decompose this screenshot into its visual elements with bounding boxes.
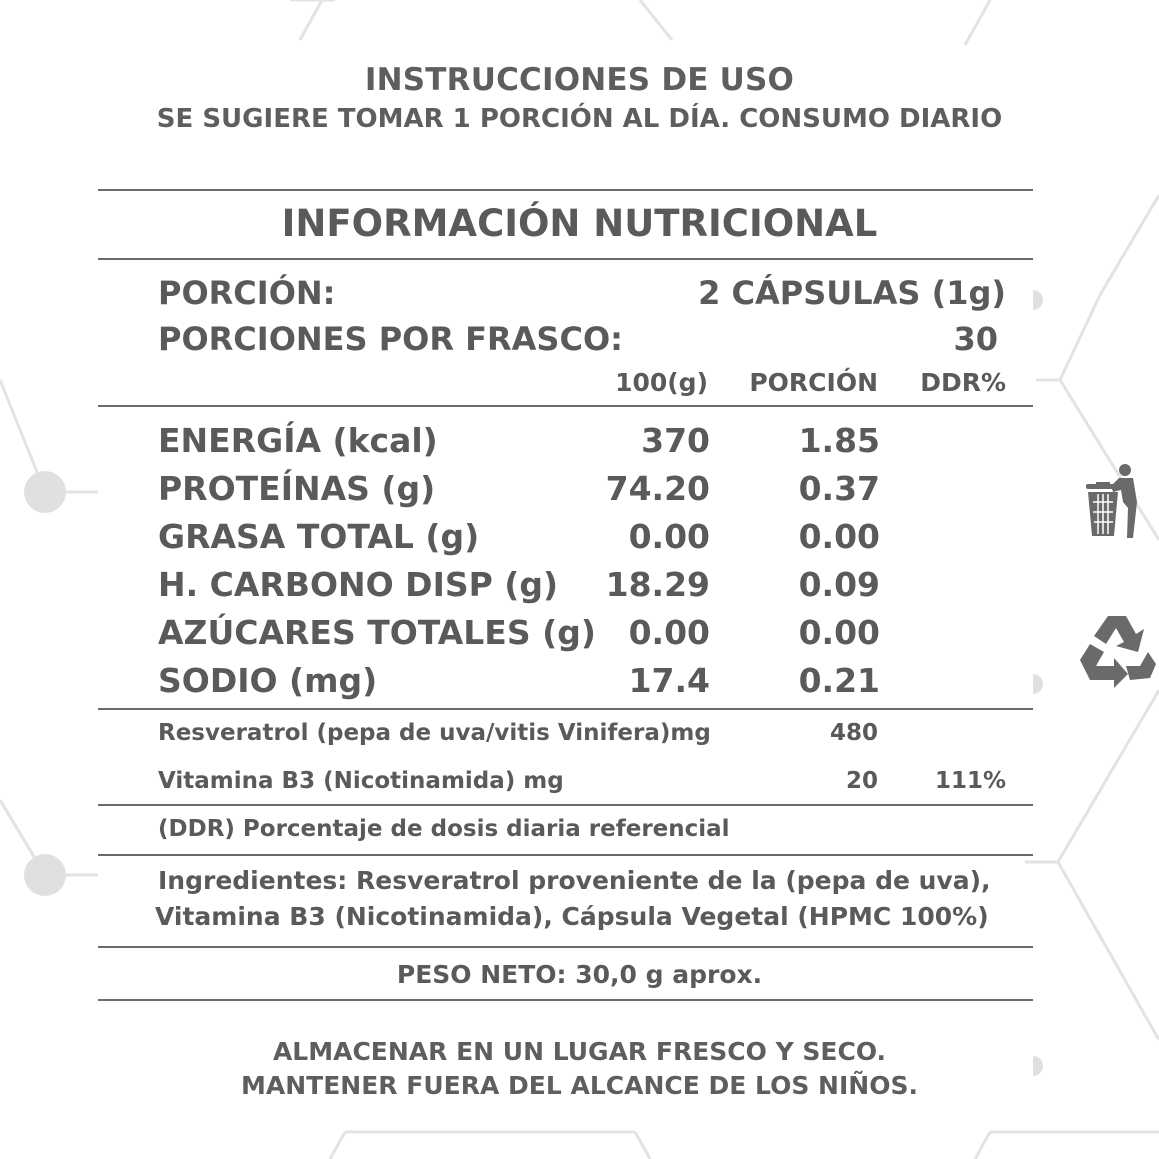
- divider: [98, 189, 1033, 191]
- nutrient-per100: 74.20: [605, 469, 710, 508]
- net-weight: PESO NETO: 30,0 g aprox.: [396, 960, 763, 989]
- nutrient-per100: 17.4: [628, 661, 710, 700]
- nutrient-name: ENERGÍA (kcal): [158, 421, 438, 460]
- extra-portion: 480: [829, 720, 878, 746]
- storage-line-2: MANTENER FUERA DEL ALCANCE DE LOS NIÑOS.: [241, 1071, 918, 1100]
- recycle-icon: [1078, 612, 1158, 688]
- instructions-text: SE SUGIERE TOMAR 1 PORCIÓN AL DÍA. CONSUMO DIARIO: [156, 104, 1003, 134]
- extra-portion: 20: [845, 768, 878, 794]
- instructions-title: INSTRUCCIONES DE USO: [364, 62, 795, 98]
- extra-name: Resveratrol (pepa de uva/vitis Vinifera)mg: [158, 720, 711, 746]
- nutrient-portion: 0.00: [798, 613, 880, 652]
- divider: [98, 258, 1033, 260]
- divider: [98, 999, 1033, 1001]
- ingredients-line-2: Vitamina B3 (Nicotinamida), Cápsula Vegetal (HPMC 100%): [155, 902, 989, 931]
- nutrient-portion: 1.85: [798, 421, 880, 460]
- nutrient-name: H. CARBONO DISP (g): [158, 565, 559, 604]
- serving-label: PORCIÓN:: [158, 274, 336, 312]
- nutrient-per100: 18.29: [605, 565, 710, 604]
- extra-ddr: 111%: [934, 768, 1006, 794]
- divider: [98, 854, 1033, 856]
- storage-line-1: ALMACENAR EN UN LUGAR FRESCO Y SECO.: [272, 1037, 887, 1066]
- extra-name: Vitamina B3 (Nicotinamida) mg: [158, 768, 564, 794]
- servings-label: PORCIONES POR FRASCO:: [158, 320, 623, 358]
- nutrient-name: GRASA TOTAL (g): [158, 517, 480, 556]
- ddr-note: (DDR) Porcentaje de dosis diaria referencial: [158, 816, 730, 842]
- serving-value: 2 CÁPSULAS (1g): [698, 274, 1006, 312]
- servings-value: 30: [953, 320, 998, 358]
- divider: [98, 708, 1033, 710]
- divider: [98, 946, 1033, 948]
- nutrient-name: SODIO (mg): [158, 661, 378, 700]
- nutrient-per100: 0.00: [628, 517, 710, 556]
- column-header-ddr: DDR%: [920, 368, 1006, 397]
- trash-disposal-icon: [1083, 462, 1145, 540]
- ingredients-line-1: Ingredientes: Resveratrol proveniente de la (pepa de uva),: [158, 866, 991, 895]
- nutrition-title: INFORMACIÓN NUTRICIONAL: [281, 202, 878, 245]
- nutrient-per100: 370: [641, 421, 710, 460]
- divider: [98, 804, 1033, 806]
- nutrient-portion: 0.09: [798, 565, 880, 604]
- column-header-100g: 100(g): [615, 368, 708, 397]
- nutrient-name: AZÚCARES TOTALES (g): [158, 613, 596, 652]
- nutrient-portion: 0.00: [798, 517, 880, 556]
- nutrient-portion: 0.21: [798, 661, 880, 700]
- nutrient-portion: 0.37: [798, 469, 880, 508]
- divider: [98, 405, 1033, 407]
- nutrient-name: PROTEÍNAS (g): [158, 469, 436, 508]
- nutrient-per100: 0.00: [628, 613, 710, 652]
- column-header-portion: PORCIÓN: [749, 368, 878, 397]
